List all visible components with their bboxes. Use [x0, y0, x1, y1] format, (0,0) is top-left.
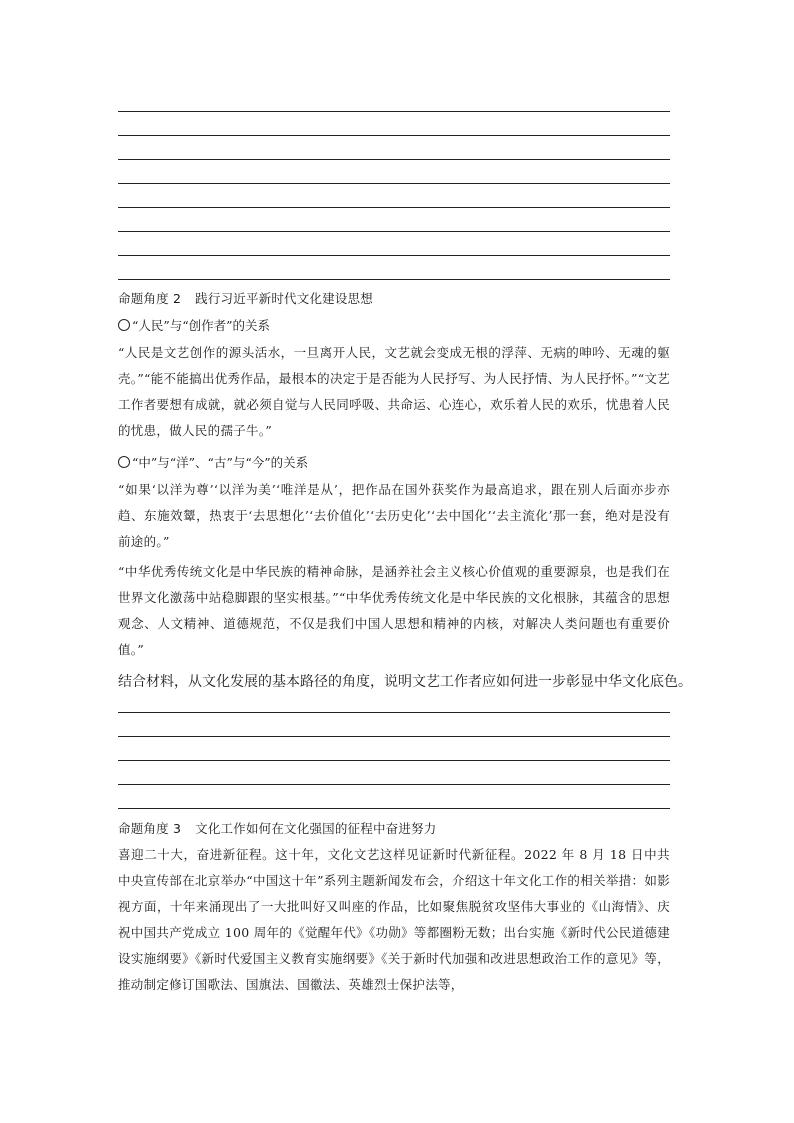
answer-line: [118, 207, 670, 208]
subheading-china-foreign: “中”与“洋”、“古”与“今”的关系: [118, 455, 670, 471]
quote-paragraph-3: “中华优秀传统文化是中华民族的精神命脉，是涵养社会主义核心价值观的重要源泉，也是我们在世界文化激荡中站稳脚跟的坚实根基。”“中华优秀传统文化是中华民族的文化根脉，其蕴含的思想观念、人文精神、道德规范，不仅是我们中国人思想和精神的内核，对解决人类问题也有重要价值。”: [118, 564, 670, 657]
heading-title: 践行习近平新时代文化建设思想: [195, 291, 373, 306]
answer-line: [118, 736, 670, 737]
quote-paragraph-2: “如果‘以洋为尊’‘以洋为美’‘唯洋是从’，把作品在国外获奖作为最高追求，跟在别人后面亦步亦趋、东施效颦，热衷于‘去思想化’‘去价值化’‘去历史化’‘去中国化’‘去主流化’那一套，绝对是没有前途的。”: [118, 482, 670, 549]
subheading-people-creator: “人民”与“创作者”的关系: [118, 318, 670, 334]
heading-prefix: 命题角度 2: [118, 291, 182, 306]
answer-line: [118, 760, 670, 761]
question-text: 结合材料，从文化发展的基本路径的角度，说明文艺工作者应如何进一步彰显中华文化底色。: [118, 674, 692, 690]
answer-line: [118, 279, 670, 280]
section-heading-3: [118, 821, 670, 837]
answer-line: [118, 231, 670, 232]
answer-line: [118, 808, 670, 809]
answer-line: [118, 255, 670, 256]
quote-paragraph-1: “人民是文艺创作的源头活水，一旦离开人民，文艺就会变成无根的浮萍、无病的呻吟、无魂的躯壳。”“能不能搞出优秀作品，最根本的决定于是否能为人民抒写、为人民抒情、为人民抒怀。”“文艺工作者要想有成就，就必须自觉与人民同呼吸、共命运、心连心，欢乐着人民的欢乐，忧患着人民的忧患，做人民的孺子牛。”: [118, 345, 670, 438]
heading-prefix: 命题角度 3: [118, 821, 182, 836]
circle-bullet-icon: [118, 319, 130, 331]
answer-line: [118, 183, 670, 184]
answer-line: [118, 135, 670, 136]
answer-line: [118, 159, 670, 160]
section-heading-2: [118, 291, 670, 307]
heading-title: 文化工作如何在文化强国的征程中奋进努力: [195, 821, 437, 836]
circle-bullet-icon: [118, 456, 130, 468]
answer-line: [118, 784, 670, 785]
answer-line: [118, 712, 670, 713]
body-paragraph: 喜迎二十大，奋进新征程。这十年，文化文艺这样见证新时代新征程。2022 年 8 月 18 日中共中央宣传部在北京举办“中国这十年”系列主题新闻发布会，介绍这十年文化工作的相关举措：如影视方面，十年来涌现出了一大批叫好又叫座的作品，比如聚焦脱贫攻坚伟大事业的《山海情》、庆祝中国共产党成立 100 周年的《觉醒年代》《功勋》等都圈粉无数；出台实施《新时代公民道德建设实施纲要》《新时代爱国主义教育实施纲要》《关于新时代加强和改进思想政治工作的意见》等，推动制定修订国歌法、国旗法、国徽法、英雄烈士保护法等，: [118, 847, 670, 992]
answer-line: [118, 111, 670, 112]
